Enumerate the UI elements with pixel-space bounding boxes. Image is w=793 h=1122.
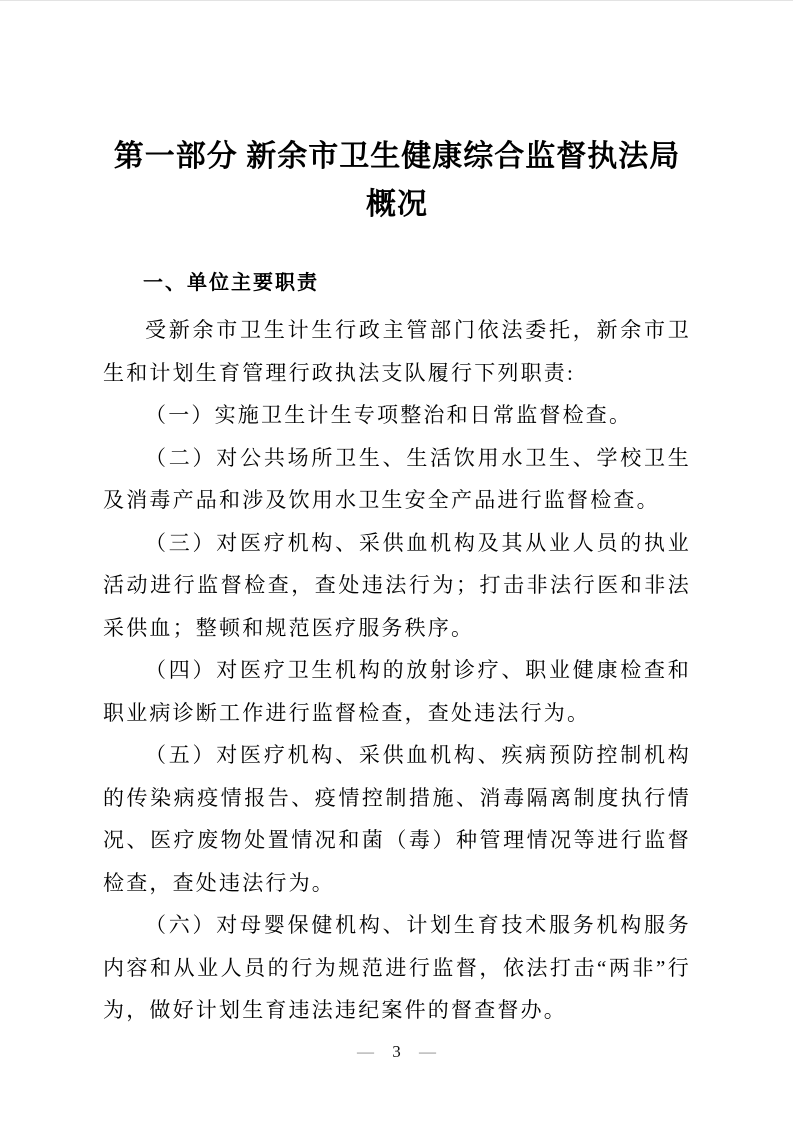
paragraph-item-6: （六）对母婴保健机构、计划生育技术服务机构服务内容和从业人员的行为规范进行监督，依法打击“两非”行为，做好计划生育违法违纪案件的督查督办。: [103, 913, 691, 1022]
section-heading: 一、单位主要职责: [143, 272, 319, 294]
page-footer: [0, 1042, 793, 1062]
document-body: [103, 309, 691, 1032]
paragraph-item-1: （一）实施卫生计生专项整治和日常监督检查。: [145, 403, 633, 427]
footer-dash-left: —: [357, 1042, 374, 1061]
page-number: 3: [392, 1042, 401, 1061]
paragraph-item-2: （二）对公共场所卫生、生活饮用水卫生、学校卫生及消毒产品和涉及饮用水卫生安全产品进行监督检查。: [103, 445, 691, 512]
document-title: [103, 133, 691, 229]
paragraph-item-5: （五）对医疗机构、采供血机构、疾病预防控制机构的传染病疫情报告、疫情控制措施、消毒隔离制度执行情况、医疗废物处置情况和菌（毒）种管理情况等进行监督检查，查处违法行为。: [103, 743, 691, 895]
document-title-line1: 第一部分 新余市卫生健康综合监督执法局: [113, 140, 681, 173]
paragraph-item-4: （四）对医疗卫生机构的放射诊疗、职业健康检查和职业病诊断工作进行监督检查，查处违法行为。: [103, 658, 691, 725]
footer-dash-right: —: [419, 1042, 436, 1061]
paragraph-intro: 受新余市卫生计生行政主管部门依法委托，新余市卫生和计划生育管理行政执法支队履行下列职责:: [103, 318, 691, 385]
paragraph-item-3: （三）对医疗机构、采供血机构及其从业人员的执业活动进行监督检查，查处违法行为；打击非法行医和非法采供血；整顿和规范医疗服务秩序。: [103, 530, 691, 640]
document-title-line2: 概况: [366, 188, 428, 221]
